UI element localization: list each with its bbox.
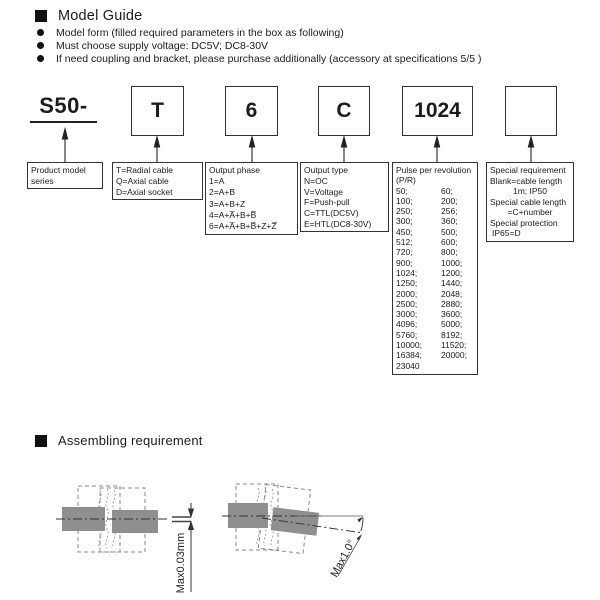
- legend-output-phase: [205, 162, 298, 235]
- pulse-row: [396, 330, 474, 340]
- bullet-dot-icon: [37, 55, 44, 62]
- pulse-title: Pulse per revolution: [396, 165, 472, 175]
- pulse-row: [396, 268, 474, 278]
- legend-line: T=Radial cable: [116, 165, 173, 175]
- pulse-value-left: 512;: [396, 237, 413, 248]
- pulse-value-right: 800;: [441, 247, 458, 258]
- bullet-dot-icon: [37, 42, 44, 49]
- pulse-row: [396, 247, 474, 257]
- bullet-dot-icon: [37, 29, 44, 36]
- pulse-value-right: 256;: [441, 206, 458, 217]
- legend-line: series: [31, 176, 54, 186]
- angle-arc: [361, 518, 363, 531]
- pulse-value-left: 300;: [396, 216, 413, 227]
- legend-line: Special requirement: [490, 165, 566, 175]
- pulse-value-left: 23040: [396, 360, 420, 371]
- pulse-value-right: 2880;: [441, 298, 463, 309]
- pulse-row: [396, 186, 474, 196]
- legend-line: 2=A+B: [209, 187, 235, 198]
- pulse-value-right: 3600;: [441, 309, 463, 320]
- legend-line: Special protection: [490, 217, 558, 228]
- legend-line: V=Voltage: [304, 186, 343, 197]
- pulse-row: [396, 206, 474, 216]
- arrow-cable-type: [154, 137, 159, 162]
- pulse-value-right: 5000;: [441, 319, 463, 330]
- legend-line: Output phase: [209, 165, 261, 175]
- pulse-value-left: 5760;: [396, 329, 418, 340]
- pulse-value-right: 20000;: [441, 350, 467, 361]
- arrow-output-phase: [249, 137, 254, 162]
- legend-line: Product model: [31, 165, 86, 175]
- pulse-value-left: 1024;: [396, 267, 418, 278]
- bullet-text: If need coupling and bracket, please purchase additionally (accessory at specifications 5/5 ): [56, 52, 482, 65]
- pulse-row: [396, 278, 474, 288]
- pulse-row: [396, 350, 474, 360]
- pulse-row: [396, 258, 474, 268]
- bullet-text: Model form (filled required parameters in the box as following): [56, 26, 344, 39]
- pulse-row: [396, 216, 474, 226]
- pulse-value-right: 1440;: [441, 278, 463, 289]
- pulse-row: [396, 196, 474, 206]
- model-box-cable-type: T: [131, 86, 184, 136]
- legend-line: Output type: [304, 165, 348, 175]
- legend-line: Special cable length: [490, 196, 567, 207]
- pulse-subtitle: (P/R): [396, 175, 416, 186]
- pulse-row: [396, 309, 474, 319]
- legend-line: 6=A+A̅+B+B̅+Z+Z̅: [209, 221, 277, 232]
- pulse-value-right: 2048;: [441, 288, 463, 299]
- shaft-right: [271, 507, 319, 535]
- pulse-value-left: 4096;: [396, 319, 418, 330]
- pulse-value-right: 11520;: [441, 340, 467, 351]
- bullet-text: Must choose supply voltage: DC5V; DC8-30V: [56, 39, 269, 52]
- legend-line: IP65=D: [492, 228, 521, 238]
- pulse-value-left: 1250;: [396, 278, 418, 289]
- pulse-table: [396, 186, 474, 371]
- pulse-value-left: 50;: [396, 185, 408, 196]
- pulse-value-left: 2500;: [396, 298, 418, 309]
- pulse-row: [396, 299, 474, 309]
- model-box-output-type: C: [318, 86, 370, 136]
- model-box-special: [505, 86, 557, 136]
- pulse-value-right: 60;: [441, 185, 453, 196]
- model-guide-title: Model Guide: [58, 8, 143, 24]
- legend-pulse-per-revolution: [392, 162, 478, 375]
- pulse-value-left: 16384;: [396, 350, 422, 361]
- pulse-value-left: 2000;: [396, 288, 418, 299]
- pulse-value-right: 1200;: [441, 267, 463, 278]
- pulse-row: [396, 289, 474, 299]
- pulse-row: [396, 340, 474, 350]
- legend-line: 1m; IP50: [512, 186, 548, 196]
- pulse-value-right: 360;: [441, 216, 458, 227]
- legend-line: C=TTL(DC5V): [304, 208, 359, 219]
- pulse-row: [396, 237, 474, 247]
- legend-line: 1=A: [209, 176, 225, 187]
- legend-line: 4=A+A̅+B+B̅: [209, 209, 257, 220]
- legend-line: D=Axial socket: [116, 187, 173, 198]
- legend-line: 3=A+B+Z: [209, 198, 246, 209]
- legend-special-requirement: [486, 162, 574, 242]
- axial-misalignment-drawing: [50, 478, 200, 600]
- arrow-special: [528, 137, 533, 162]
- legend-line: E=HTL(DC8-30V): [304, 218, 372, 229]
- bullet-item: [35, 52, 482, 65]
- angular-misalignment-drawing: [210, 478, 375, 600]
- legend-cable-type: [112, 162, 203, 200]
- pulse-value-left: 10000;: [396, 340, 422, 351]
- pulse-row: [396, 227, 474, 237]
- axial-limit-label: Max0.03mm: [175, 532, 187, 594]
- section-square-icon: [35, 10, 47, 22]
- model-prefix: S50-: [30, 93, 97, 123]
- pulse-value-left: 250;: [396, 206, 413, 217]
- assembling-title: Assembling requirement: [58, 433, 203, 448]
- pulse-value-left: 900;: [396, 257, 413, 268]
- bullet-item: [35, 26, 482, 39]
- pulse-value-right: 1000;: [441, 257, 463, 268]
- legend-line: Q=Axial cable: [116, 176, 169, 187]
- pulse-value-right: 200;: [441, 195, 458, 206]
- arrow-pulse: [434, 137, 439, 162]
- pulse-value-left: 720;: [396, 247, 413, 258]
- pulse-value-left: 100;: [396, 195, 413, 206]
- angle-limit-label: Max1.0°: [328, 537, 359, 580]
- pulse-value-right: 500;: [441, 226, 458, 237]
- pulse-value-right: 8192;: [441, 329, 463, 340]
- arrow-output-type: [341, 137, 346, 162]
- shaft-right: [112, 510, 158, 533]
- legend-output-type: [300, 162, 389, 232]
- model-box-pulse: 1024: [402, 86, 473, 136]
- pulse-value-left: 3000;: [396, 309, 418, 320]
- section-square-icon: [35, 435, 47, 447]
- pulse-value-right: 600;: [441, 237, 458, 248]
- header-bullet-list: [35, 26, 482, 66]
- pulse-row: [396, 361, 474, 371]
- legend-line: N=OC: [304, 175, 328, 186]
- model-box-output-phase: 6: [225, 86, 278, 136]
- pulse-row: [396, 319, 474, 329]
- assembling-section-header: [35, 433, 203, 448]
- legend-line: =C+number: [507, 207, 553, 217]
- legend-product-series: [27, 162, 103, 189]
- bullet-item: [35, 39, 482, 52]
- legend-line: Blank=cable length: [490, 175, 563, 186]
- legend-line: F=Push-pull: [304, 197, 350, 208]
- model-guide-section-header: [35, 8, 142, 24]
- pulse-value-left: 450;: [396, 226, 413, 237]
- arrow-product-series: [62, 129, 67, 162]
